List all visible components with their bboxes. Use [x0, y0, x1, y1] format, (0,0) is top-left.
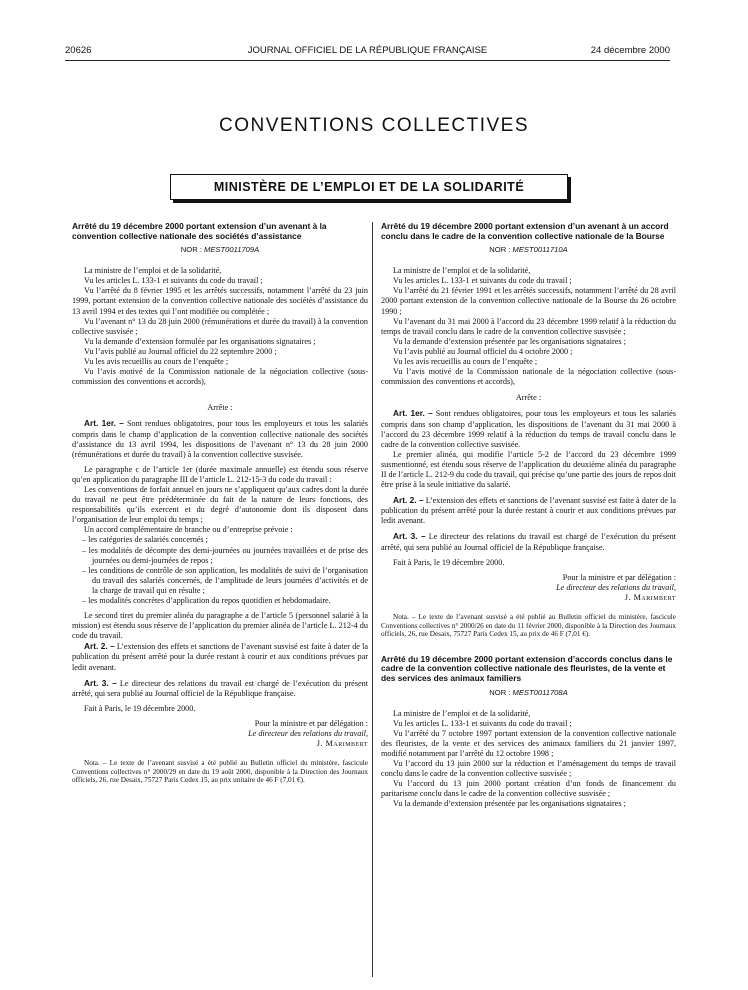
- article-text: Sont rendues obligatoires, pour tous les employeurs et tous les salariés compris dans son champ d’application, les dispositions de l’avenant du 31 mai 2000 à l’accord du 23 décembre 1999 relatif à la réduction du temps de travail conclu dans le cadre de la convention collective susvisée.: [381, 409, 676, 449]
- journal-title: JOURNAL OFFICIEL DE LA RÉPUBLIQUE FRANÇAISE: [247, 45, 488, 56]
- signatory-name: J. Marimbert: [316, 739, 368, 749]
- column-divider: [372, 222, 373, 977]
- page-number: 20626: [65, 45, 92, 56]
- paragraph: Les conventions de forfait annuel en jours ne s’appliquent qu’aux cadres dont la durée du travail ne peut être prédéterminée du fait de la nature de leurs fonctions, des responsabilités qu’ils exercent et du degré d’autonomie dont ils disposent dans l’organisation de leur emploi du temps ;: [72, 484, 368, 525]
- nor-code: MEST0011708A: [512, 687, 568, 697]
- intro-line: La ministre de l’emploi et de la solidarité,: [84, 266, 222, 276]
- article-1: [381, 408, 676, 449]
- article-label: Art. 2. –: [393, 495, 424, 506]
- paragraph: Le premier alinéa, qui modifie l’article 5-2 de l’accord du 23 décembre 1999 susmentionné, est étendu sous réserve de l’application du deuxième alinéa du paragraphe II de l’article L. 212-9 du code du travail, qui précise qu’une partie des jours de repos doit être prise à la seule initiative du salarié.: [381, 449, 676, 490]
- list-item: – les conditions de contrôle de son application, les modalités de suivi de l’organisation du travail des salariés concernés, de l’amplitude de leurs journées d’activités et de la charge de travail qui en résulte ;: [82, 565, 368, 595]
- intro-line: Vu l’accord du 13 juin 2000 sur la réduction et l’aménagement du temps de travail conclu dans le cadre de la convention collective susvisée ;: [381, 759, 676, 779]
- paragraph: Le second tiret du premier alinéa du paragraphe a de l’article 5 (personnel salarié à la mission) est étendu sous réserve de l’application du premier alinéa de l’article L. 212-4 du code du travail.: [72, 611, 368, 641]
- decree-title: Arrêté du 19 décembre 2000 portant extension d’un avenant à un accord conclu dans le cadre de la convention collective nationale de la Bourse: [381, 221, 669, 241]
- intro-line: Vu l’arrêté du 21 février 1991 et les arrêtés successifs, notamment l’arrêté du 28 avril 2000 portant extension de la convention collective nationale de la Bourse du 26 octobre 1990 ;: [381, 286, 676, 316]
- section-title: CONVENTIONS COLLECTIVES: [218, 115, 530, 136]
- intro-line: Vu l’avis motivé de la Commission nationale de la négociation collective (sous-commission des conventions et accords),: [381, 367, 676, 387]
- intro-line: Vu les articles L. 133-1 et suivants du code du travail ;: [84, 276, 263, 286]
- intro-line: Vu l’accord du 13 juin 2000 portant création d’un fonds de financement du paritarisme conclu dans le cadre de la convention collective susvisée ;: [381, 779, 676, 799]
- intro-line: La ministre de l’emploi et de la solidarité,: [393, 708, 531, 718]
- article-label: Art. 2. –: [84, 641, 115, 652]
- list-item: – les modalités de décompte des demi-journées ou journées travaillées et de prise des journées ou demi-journées de repos ;: [82, 545, 368, 565]
- article-text: L’extension des effets et sanctions de l’avenant susvisé est faite à dater de la publication du présent arrêté pour la durée restant à courir et aux conditions prévues par ledit avenant.: [72, 642, 369, 672]
- signature-role: Le directeur des relations du travail,: [248, 729, 368, 739]
- article-2: [72, 641, 368, 672]
- nor-code: MEST0011710A: [512, 245, 568, 255]
- header-rule: [65, 60, 670, 61]
- intro-line: Vu l’avis motivé de la Commission nationale de la négociation collective (sous-commission des conventions et accords),: [72, 367, 368, 387]
- intro-line: Vu la demande d’extension formulée par les organisations signataires ;: [84, 336, 316, 346]
- signature-line: Pour la ministre et par délégation :: [254, 718, 368, 728]
- article-1: [72, 418, 368, 459]
- list-item: – les catégories de salariés concernés ;: [82, 535, 208, 545]
- article-text: Sont rendues obligatoires, pour tous les employeurs et tous les salariés compris dans le champ d’application de la convention collective nationale des sociétés d’assistance du 13 avril 1994, les dispositions de l’avenant n° 13 du 28 juin 2000 (rémunérations et durée du travail) à la convention collective susvisée.: [72, 419, 368, 459]
- article-text: Le directeur des relations du travail est chargé de l’exécution du présent arrêté, qui sera publié au Journal officiel de la République française.: [72, 678, 369, 698]
- done-at: Fait à Paris, le 19 décembre 2000.: [393, 557, 505, 567]
- arrete-heading: Arrête :: [515, 393, 542, 403]
- intro-line: Vu les articles L. 133-1 et suivants du code du travail ;: [393, 276, 572, 286]
- nota: Nota. – Le texte de l’avenant susvisé a été publié au Bulletin officiel du ministère, fascicule Conventions collectives n° 2000/26 en date du 11 février 2000, disponible à la Direction des Journaux officiels, 26, rue Desaix, 75727 Paris Cedex 15, au prix de 46 F (7,01 €).: [381, 613, 676, 639]
- signature-line: Pour la ministre et par délégation :: [562, 572, 676, 582]
- article-text: Le directeur des relations du travail est chargé de l’exécution du présent arrêté, qui sera publié au Journal officiel de la République française.: [381, 532, 676, 552]
- article-text: L’extension des effets et sanctions de l’avenant susvisé est faite à dater de la publication du présent arrêté pour la durée restant à courir et aux conditions prévues par ledit avenant.: [381, 496, 677, 526]
- nor-label: NOR :: [489, 245, 511, 255]
- nota: Nota. – Le texte de l’avenant susvisé a été publié au Bulletin officiel du ministère, fascicule Conventions collectives n° 2000/29 en date du 19 août 2000, disponible à la Direction des Journaux officiels, 26, rue Desaix, 75727 Paris Cedex 15, au prix unitaire de 46 F (7,01 €).: [72, 759, 368, 785]
- arrete-heading: Arrête :: [207, 403, 233, 413]
- nor-code: MEST0011709A: [204, 245, 260, 255]
- intro-line: Vu l’arrêté du 8 février 1995 et les arrêtés successifs, notamment l’arrêté du 23 juin 1999, portant extension de la convention collective nationale des sociétés d’assistance du 13 avril 1994 et des textes qui l’ont modifiée ou complétée ;: [72, 286, 368, 316]
- decree-title: Arrêté du 19 décembre 2000 portant extension d’un avenant à la convention collective nationale des sociétés d’assistance: [72, 221, 327, 241]
- intro-line: Vu les articles L. 133-1 et suivants du code du travail ;: [393, 718, 572, 728]
- nor-label: NOR :: [180, 245, 202, 255]
- article-label: Art. 1er. –: [393, 408, 433, 419]
- running-header: [65, 45, 670, 59]
- intro-line: Vu la demande d’extension présentée par les organisations signataires ;: [393, 336, 626, 346]
- intro-line: La ministre de l’emploi et de la solidarité,: [393, 266, 531, 276]
- intro-line: Vu l’arrêté du 7 octobre 1997 portant extension de la convention collective nationale des fleuristes, de la vente et des services des animaux familiers du 21 janvier 1997, modifié notamment par l’arrêté du 12 octobre 1998 ;: [381, 728, 676, 758]
- done-at: Fait à Paris, le 19 décembre 2000.: [84, 703, 196, 713]
- ministry-banner: MINISTÈRE DE L’EMPLOI ET DE LA SOLIDARITÉ: [170, 174, 568, 200]
- right-column: [381, 222, 676, 810]
- nor-reference: [72, 245, 368, 254]
- nor-label: NOR :: [489, 687, 511, 697]
- nor-reference: [381, 688, 676, 697]
- intro-line: Vu l’avis publié au Journal officiel du 4 octobre 2000 ;: [393, 346, 573, 356]
- paragraph: Le paragraphe c de l’article 1er (durée maximale annuelle) est étendu sous réserve qu’en application du paragraphe III de l’article L. 212-15-3 du code du travail :: [72, 464, 368, 484]
- paragraph: Un accord complémentaire de branche ou d’entreprise prévoie :: [84, 525, 293, 535]
- intro-line: Vu l’avis publié au Journal officiel du 22 septembre 2000 ;: [84, 346, 277, 356]
- left-column: [72, 222, 368, 785]
- nor-reference: [381, 245, 676, 254]
- article-label: Art. 3. –: [393, 531, 426, 542]
- list-item: – les modalités concrètes d’application du repos quotidien et hebdomadaire.: [82, 596, 331, 605]
- intro-line: Vu les avis recueillis au cours de l’enquête ;: [84, 357, 229, 367]
- intro-line: Vu la demande d’extension présentée par les organisations signataires ;: [393, 799, 626, 809]
- signatory-name: J. Marimbert: [624, 592, 676, 602]
- article-2: [381, 495, 676, 526]
- intro-line: Vu l’avenant du 31 mai 2000 à l’accord du 23 décembre 1999 relatif à la réduction du temps de travail conclu dans le cadre de la convention collective susvisée ;: [381, 316, 676, 336]
- article-3: [381, 531, 676, 552]
- article-label: Art. 3. –: [84, 677, 117, 688]
- decree-title: Arrêté du 19 décembre 2000 portant extension d’accords conclus dans le cadre de la convention collective nationale des fleuristes, de la vente et des services des animaux familiers: [381, 653, 673, 683]
- article-3: [72, 678, 368, 699]
- article-label: Art. 1er. –: [84, 418, 124, 429]
- intro-line: Vu l’avenant n° 13 du 28 juin 2000 (rémunérations et durée du travail) à la convention collective susvisée ;: [72, 316, 368, 336]
- intro-line: Vu les avis recueillis au cours de l’enquête ;: [393, 357, 538, 367]
- issue-date: 24 décembre 2000: [590, 45, 670, 56]
- signature-role: Le directeur des relations du travail,: [556, 582, 676, 592]
